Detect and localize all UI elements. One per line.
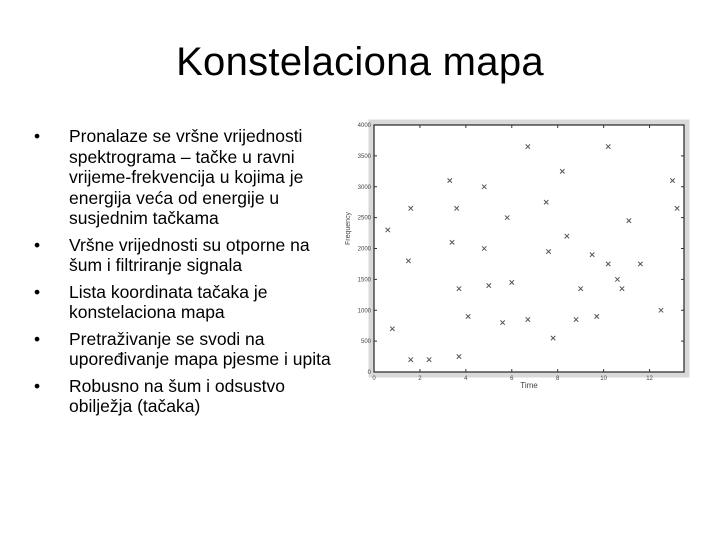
bullet-item [34, 282, 346, 323]
y-tick-label: 4000 [357, 123, 371, 129]
bullet-item [34, 329, 346, 370]
bullet-marker: • [34, 281, 41, 302]
y-tick-label: 2500 [357, 215, 371, 222]
x-tick-label: 10 [600, 376, 607, 382]
bullet-marker: • [34, 126, 41, 146]
bullet-marker: • [34, 375, 41, 396]
x-tick-label: 4 [464, 376, 468, 382]
bullet-text: Robusno na šum i odsustvo obilježja (tačaka) [69, 375, 285, 416]
bullet-marker: • [34, 328, 41, 349]
constellation-map-figure [340, 116, 690, 391]
bullet-text: Vršne vrijednosti su otporne na šum i filtriranje signala [69, 234, 310, 275]
slide-title: Konstelaciona mapa [176, 40, 544, 84]
y-tick-label: 3000 [357, 184, 371, 191]
bullet-text: Pronalaze se vršne vrijednosti spektrograma – tačke u ravni vrijeme-frekvencija u kojima je energija veća od energije u susjednim tačkama [69, 126, 304, 228]
x-tick-label: 12 [646, 376, 653, 382]
y-tick-label: 500 [360, 339, 371, 346]
bullet-list [34, 126, 346, 423]
y-tick-label: 0 [367, 370, 371, 376]
bullet-marker: • [34, 234, 41, 255]
x-tick-label: 0 [372, 376, 376, 382]
y-axis-label: Frequency [345, 211, 352, 246]
bullet-item [34, 235, 346, 276]
y-tick-label: 2000 [357, 246, 371, 253]
y-tick-label: 1000 [357, 308, 371, 315]
bullet-item [34, 126, 346, 229]
bullet-item [34, 376, 346, 417]
x-tick-label: 2 [418, 376, 422, 382]
y-tick-label: 3500 [357, 153, 371, 160]
x-tick-label: 6 [510, 376, 514, 382]
plot-area [374, 125, 684, 372]
y-tick-label: 1500 [357, 277, 371, 284]
bullet-text: Pretraživanje se svodi na upoređivanje mapa pjesme i upita [69, 328, 331, 369]
x-tick-label: 8 [556, 376, 560, 382]
bullet-text: Lista koordinata tačaka je konstelaciona mapa [69, 281, 268, 322]
x-axis-label: Time [520, 381, 538, 390]
constellation-scatter-plot [340, 116, 690, 391]
